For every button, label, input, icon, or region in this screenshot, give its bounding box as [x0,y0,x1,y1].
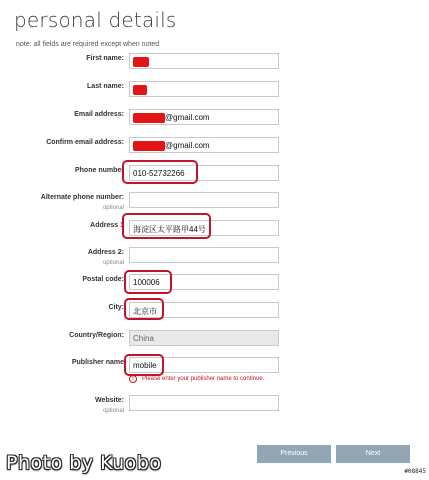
city-value: 北京市 [133,307,157,316]
address2-label: Address 2: [87,249,124,256]
photo-tag: #08845 [404,468,426,475]
phone-value: 010-52732266 [133,169,185,178]
publisher-name-label: Publisher name [71,359,124,366]
last-name-input[interactable] [129,81,279,97]
phone-label: Phone number [74,167,124,174]
address2-optional: optional [102,260,124,266]
first-name-input[interactable] [129,53,279,69]
first-name-label: First name: [86,55,124,62]
country-input [129,330,279,346]
address1-label: Address 1 [90,222,124,229]
error-icon: ! [129,375,137,383]
error-message: Please enter your publisher name to continue. [142,376,265,382]
website-input[interactable] [129,395,279,411]
address1-value: 海淀区太平路甲44号 [133,225,206,234]
website-label: Website: [94,397,124,404]
phone-highlight [122,160,198,184]
publisher-name-value: mobile [133,361,157,370]
redaction-mark [133,85,147,95]
required-note: note: all fields are required except when noted [16,41,160,48]
country-value: China [133,334,154,343]
next-button[interactable]: Next [336,445,410,463]
page-title: personal details [14,8,177,32]
confirm-email-input[interactable] [129,137,279,153]
postal-code-label: Postal code: [82,276,124,283]
previous-button[interactable]: Previous [257,445,331,463]
email-label: Email address: [74,111,124,118]
last-name-label: Last name: [87,83,124,90]
confirm-email-value: @gmail.com [165,141,210,151]
postal-code-highlight [124,270,172,294]
confirm-email-label: Confirm email address: [46,139,124,146]
redaction-mark [133,113,165,123]
postal-code-value: 100006 [133,278,160,287]
country-label: Country/Region: [69,332,124,339]
alt-phone-label: Alternate phone number: [40,194,124,201]
redaction-mark [133,57,149,67]
email-value: @gmail.com [165,113,210,123]
address2-input[interactable] [129,247,279,263]
alt-phone-input[interactable] [129,192,279,208]
publisher-name-error [129,375,264,383]
address1-highlight [122,213,211,239]
photo-watermark: Photo by Kuobo [6,452,162,474]
city-highlight [124,298,164,320]
city-label: City: [108,304,124,311]
alt-phone-optional: optional [102,205,124,211]
redaction-mark [133,141,165,151]
email-input[interactable] [129,109,279,125]
website-optional: optional [102,408,124,414]
publisher-name-highlight [124,354,164,376]
